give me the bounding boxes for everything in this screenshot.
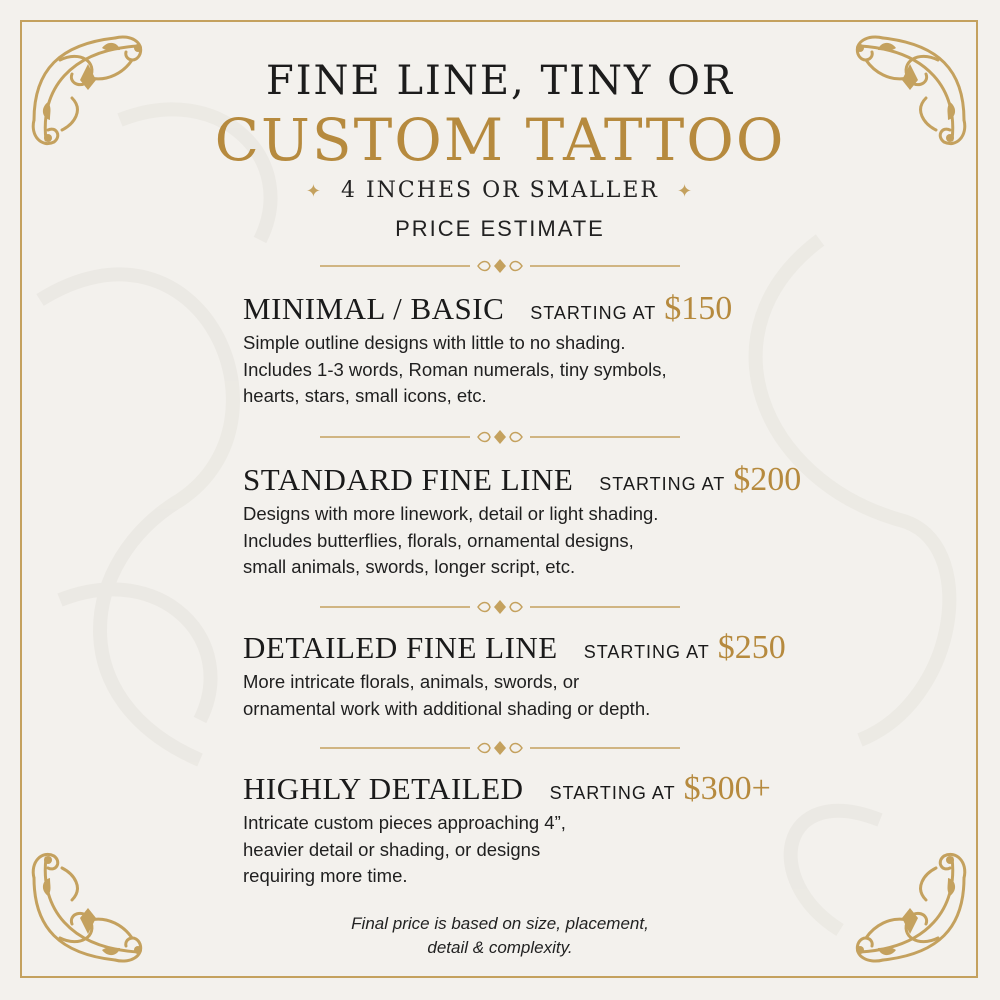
starting-label: STARTING AT xyxy=(583,642,710,662)
description-line: small animals, swords, longer script, etc. xyxy=(243,556,576,577)
footer-line: Final price is based on size, placement, xyxy=(351,914,649,933)
tier-name: STANDARD FINE LINE xyxy=(243,462,574,497)
description-line: requiring more time. xyxy=(243,865,408,886)
tier-standard xyxy=(243,461,803,581)
tier-header xyxy=(243,290,803,330)
tier-name: MINIMAL / BASIC xyxy=(243,291,505,326)
description-line: Includes 1-3 words, Roman numerals, tiny symbols, xyxy=(243,358,667,380)
tier-name: HIGHLY DETAILED xyxy=(243,771,524,806)
flourish-divider-icon xyxy=(310,738,690,758)
description-line: Simple outline designs with little to no shading. xyxy=(243,332,626,353)
subtitle-size: 4 INCHES OR SMALLER xyxy=(341,178,659,203)
starting-label: STARTING AT xyxy=(599,474,726,494)
flourish-divider-icon xyxy=(310,256,690,276)
subtitle-price-estimate: PRICE ESTIMATE xyxy=(395,216,605,241)
starting-label: STARTING AT xyxy=(530,303,657,323)
tier-price: $150 xyxy=(664,290,733,327)
flourish-divider-icon xyxy=(310,427,690,447)
description-line: ornamental work with additional shading or depth. xyxy=(243,697,651,719)
sparkle-icon: ✦ xyxy=(305,181,323,202)
starting-label: STARTING AT xyxy=(549,783,676,803)
sparkle-icon: ✦ xyxy=(677,181,695,202)
description-line: More intricate florals, animals, swords, or xyxy=(243,671,580,692)
tier-price: $300+ xyxy=(683,770,771,807)
title-line-2: CUSTOM TATTOO xyxy=(214,106,786,174)
tier-price: $200 xyxy=(733,461,802,498)
tier-description xyxy=(243,669,803,722)
description-line: Designs with more linework, detail or light shading. xyxy=(243,503,659,524)
tier-price: $250 xyxy=(717,629,786,666)
tier-detailed xyxy=(243,629,803,722)
description-line: Includes butterflies, florals, ornamental designs, xyxy=(243,529,634,551)
footer-line: detail & complexity. xyxy=(427,938,573,957)
tier-description xyxy=(243,330,803,410)
tier-minimal xyxy=(243,290,803,410)
description-line: hearts, stars, small icons, etc. xyxy=(243,385,487,406)
tier-description xyxy=(243,810,803,890)
tier-header xyxy=(243,461,803,501)
tier-highly-detailed xyxy=(243,770,803,890)
subtitle-row xyxy=(0,178,1000,203)
tier-description xyxy=(243,501,803,581)
footer-note xyxy=(0,912,1000,960)
description-line: heavier detail or shading, or designs xyxy=(243,838,541,860)
description-line: Intricate custom pieces approaching 4”, xyxy=(243,812,566,833)
flourish-divider-icon xyxy=(310,597,690,617)
tier-header xyxy=(243,629,803,669)
tier-header xyxy=(243,770,803,810)
tier-name: DETAILED FINE LINE xyxy=(243,630,558,665)
title-line-1: FINE LINE, TINY OR xyxy=(266,58,734,104)
